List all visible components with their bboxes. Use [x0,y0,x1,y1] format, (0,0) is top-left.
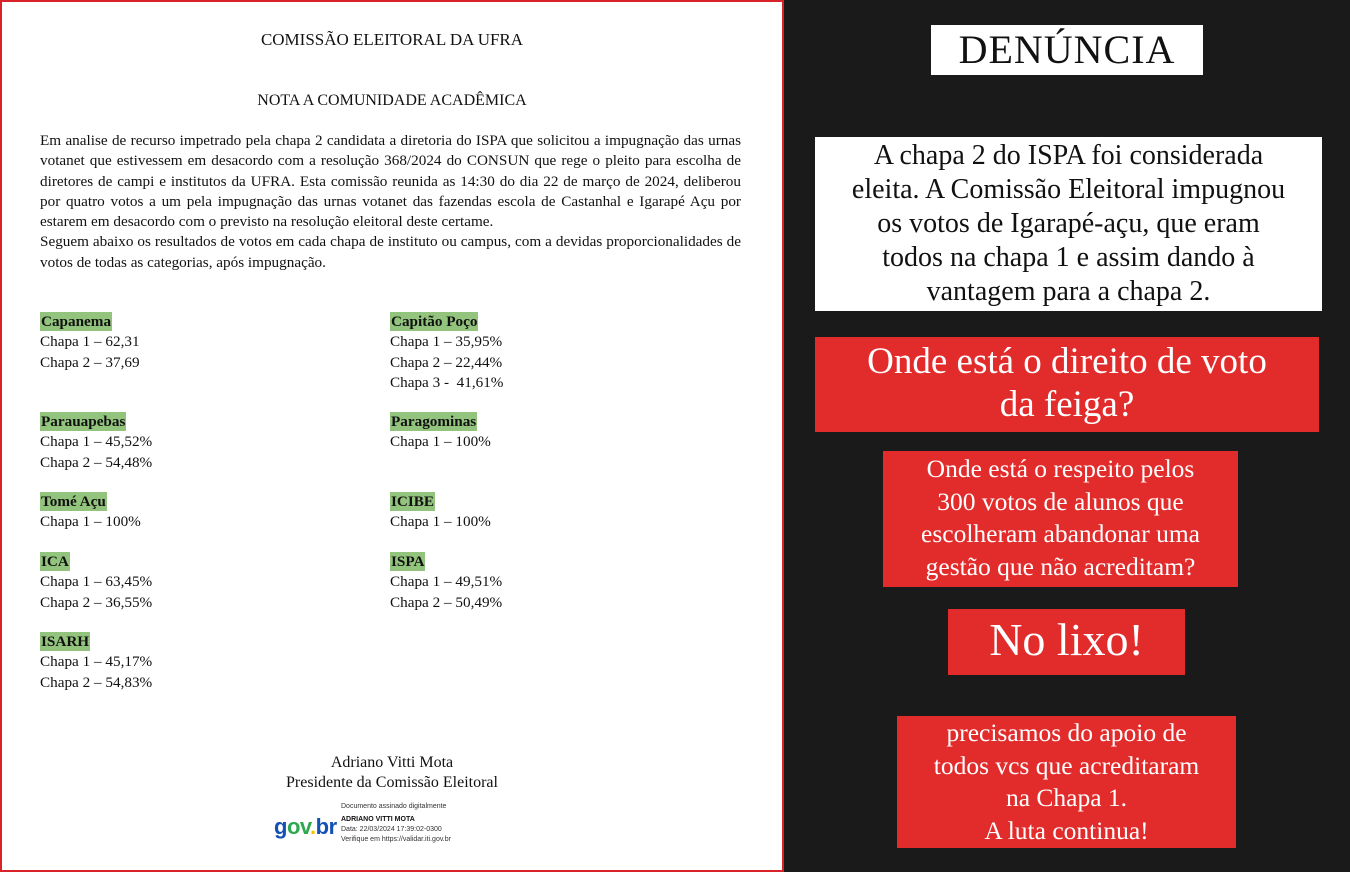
campus-name: ICA [41,553,69,570]
question-vote-right [815,337,1319,432]
result-ica [40,552,152,613]
result-paragominas [390,412,491,453]
result-tome-acu [40,492,141,533]
support-line: A luta continua! [984,815,1149,845]
stamp-verify: Verifique em https://validar.iti.gov.br [341,836,451,843]
result-line: Chapa 2 – 54,83% [40,673,153,691]
result-line: Chapa 1 – 35,95% [390,333,503,351]
note-body [40,131,741,273]
question-line: gestão que não acreditam? [925,551,1196,581]
question-line: da feiga? [999,384,1135,425]
stamp-date: Data: 22/03/2024 17:39:02-0300 [341,826,442,833]
note-subheader: NOTA A COMUNIDADE ACADÊMICA [257,92,527,109]
result-parauapebas [40,412,152,473]
signature-name: Adriano Vitti Mota [330,754,454,771]
campus-name: Parauapebas [41,413,126,430]
result-line: Chapa 1 – 45,52% [40,433,153,451]
campus-name: Capitão Poço [391,313,478,330]
result-line: Chapa 2 – 54,48% [40,453,153,471]
support-line: precisamos do apoio de [946,718,1187,747]
campus-name: ICIBE [391,493,435,510]
question-line: escolheram abandonar uma [921,519,1200,548]
campus-name: Tomé Açu [41,493,106,510]
result-line: Chapa 1 – 63,45% [40,573,153,591]
campus-name: Capanema [41,313,112,330]
result-line: Chapa 1 – 62,31 [40,333,140,351]
result-line: Chapa 3 - 41,61% [390,373,504,391]
denuncia-title: DENÚNCIA [931,25,1203,75]
question-line: Onde está o direito de voto [867,341,1267,382]
signature-role: Presidente da Comissão Eleitoral [286,774,498,791]
no-lixo-box: No lixo! [948,609,1185,675]
digital-signature-stamp [341,802,451,845]
result-line: Chapa 1 – 100% [390,433,491,451]
result-ispa [390,552,502,613]
campus-name: Paragominas [391,413,477,430]
result-icibe [390,492,491,533]
result-line: Chapa 1 – 100% [390,513,491,531]
question-line: 300 votos de alunos que [937,486,1184,516]
campus-name: ISPA [391,553,425,570]
question-respect-votes [883,451,1238,587]
support-call-box [897,716,1236,848]
statement-line: vantagem para a chapa 2. [926,276,1211,307]
govbr-logo: gov.br [274,814,337,839]
commission-header: COMISSÃO ELEITORAL DA UFRA [260,30,524,49]
result-line: Chapa 1 – 49,51% [390,573,503,591]
support-line: todos vcs que acreditaram [933,750,1200,780]
statement-line: todos na chapa 1 e assim dando à [882,242,1255,273]
result-line: Chapa 2 – 37,69 [40,353,140,371]
result-isarh [40,632,152,693]
support-line: na Chapa 1. [1005,783,1128,812]
result-line: Chapa 1 – 45,17% [40,653,153,671]
result-capanema [40,312,140,373]
result-capitao-poco [390,312,503,393]
statement-box [815,137,1322,311]
statement-line: os votos de Igarapé-açu, que eram [877,208,1260,239]
statement-line: A chapa 2 do ISPA foi considerada [873,140,1264,171]
result-line: Chapa 2 – 22,44% [390,353,503,371]
note-paragraph-2: Seguem abaixo os resultados de votos em cada chapa de instituto ou campus, com a devidas proporcionalidades de votos de todas as categorias, após impugnação. [40,233,741,271]
stamp-signer-name: ADRIANO VITTI MOTA [341,816,415,823]
stamp-signed-label: Documento assinado digitalmente [341,803,447,810]
campus-name: ISARH [41,633,90,650]
note-paragraph-1: Em analise de recurso impetrado pela chapa 2 candidata a diretoria do ISPA que solicitou a impugnação das urnas votanet que estivessem em desacordo com a resolução 368/2024 do CONSUN que rege o pleito para escolha de diretores de campi e institutos da UFRA. Esta comissão reunida as 14:30 do dia 22 de março de 2024, deliberou por quatro votos a um pela impugnação das urnas votanet das fazendas escola de Castanhal e Igarapé Açu por estarem em desacordo com o previsto na resolução eleitoral deste certame. [40,132,741,231]
result-line: Chapa 2 – 36,55% [40,593,153,611]
result-line: Chapa 1 – 100% [40,513,141,531]
question-line: Onde está o respeito pelos [926,454,1195,483]
result-line: Chapa 2 – 50,49% [390,593,503,611]
statement-line: eleita. A Comissão Eleitoral impugnou [851,174,1286,205]
denuncia-panel [784,0,1350,872]
